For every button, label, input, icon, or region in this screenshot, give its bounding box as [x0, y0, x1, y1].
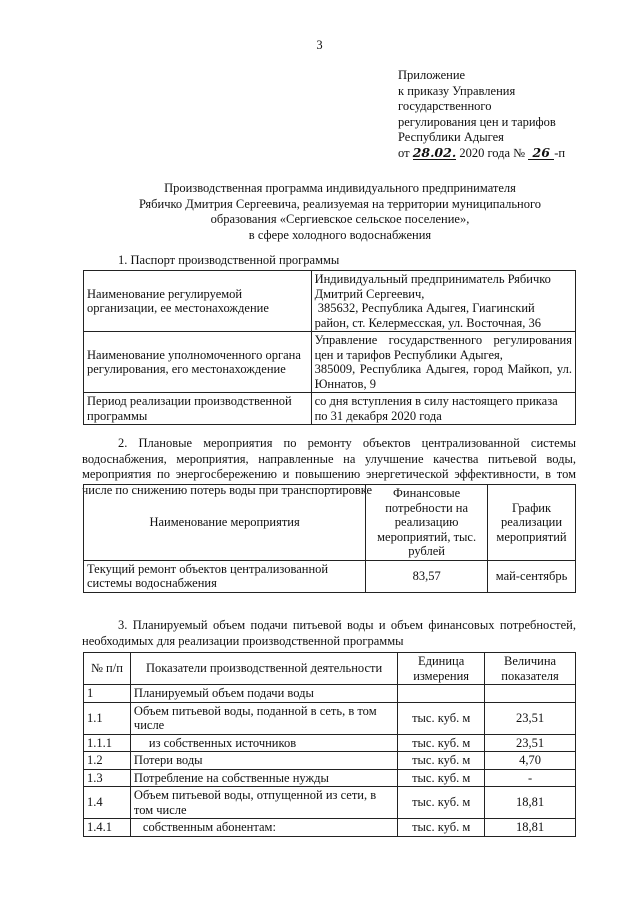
- row-indicator: Объем питьевой воды, поданной в сеть, в том числе: [130, 702, 397, 734]
- passport-value: [311, 393, 575, 425]
- passport-value-line: Управление государственного регулирования цен и тарифов Республики Адыгея,: [314, 333, 572, 362]
- row-indicator: из собственных источников: [130, 734, 397, 752]
- row-number: 1.1.1: [84, 734, 131, 752]
- handwritten-date: 28.02.: [412, 144, 457, 160]
- column-header: № п/п: [84, 653, 131, 685]
- number-suffix: -п: [554, 145, 566, 160]
- row-unit: тыс. куб. м: [398, 734, 485, 752]
- table-row: [84, 787, 576, 819]
- row-value: 23,51: [485, 734, 576, 752]
- row-number: 1.4.1: [84, 819, 131, 837]
- section3-heading: 3. Планируемый объем подачи питьевой воды и объем финансовых потребностей, необходимых для реализации производственной программы: [82, 618, 576, 648]
- row-indicator: Объем питьевой воды, отпущенной из сети, в том числе: [130, 787, 397, 819]
- table-row: [84, 734, 576, 752]
- date-prefix: от: [398, 145, 410, 160]
- row-value: 23,51: [485, 702, 576, 734]
- title-line: образования «Сергиевское сельское поселение»,: [210, 212, 470, 226]
- passport-value-line: 385009, Республика Адыгея, город Майкоп, ул. Юннатов, 9: [314, 362, 572, 391]
- table-row: [84, 702, 576, 734]
- date-middle: 2020 года №: [459, 145, 526, 160]
- appendix-line: регулирования цен и тарифов: [398, 114, 556, 129]
- measures-table: [83, 484, 576, 593]
- table-row: [84, 560, 576, 592]
- table-row: [84, 393, 576, 425]
- row-value: -: [485, 769, 576, 787]
- passport-label: Наименование уполномоченного органа регулирования, его местонахождение: [84, 332, 312, 393]
- column-header: График реализации мероприятий: [488, 485, 576, 561]
- table-header-row: [84, 485, 576, 561]
- table-row: [84, 271, 576, 332]
- row-unit: тыс. куб. м: [398, 787, 485, 819]
- document-title: [80, 181, 600, 243]
- row-unit: тыс. куб. м: [398, 702, 485, 734]
- row-number: 1.3: [84, 769, 131, 787]
- table-row: [84, 769, 576, 787]
- row-unit: тыс. куб. м: [398, 769, 485, 787]
- table-row: [84, 752, 576, 770]
- passport-table: [83, 270, 576, 425]
- handwritten-number: 26: [528, 146, 554, 160]
- row-unit: тыс. куб. м: [398, 752, 485, 770]
- section1-heading: 1. Паспорт производственной программы: [118, 253, 340, 267]
- column-header: Единица измерения: [398, 653, 485, 685]
- row-value: 18,81: [485, 819, 576, 837]
- appendix-line: государственного: [398, 99, 492, 113]
- row-number: 1.1: [84, 702, 131, 734]
- table-row: [84, 685, 576, 703]
- row-indicator: Потребление на собственные нужды: [130, 769, 397, 787]
- row-value: [485, 685, 576, 703]
- passport-label: Период реализации производственной программы: [84, 393, 312, 425]
- passport-value-line: Индивидуальный предприниматель Рябичко Дмитрий Сергеевич,: [314, 272, 551, 301]
- appendix-line: к приказу Управления: [398, 83, 516, 98]
- row-value: 18,81: [485, 787, 576, 819]
- appendix-date-line: [398, 146, 618, 162]
- column-header: Величина показателя: [485, 653, 576, 685]
- row-number: 1: [84, 685, 131, 703]
- row-indicator: собственным абонентам:: [130, 819, 397, 837]
- row-unit: [398, 685, 485, 703]
- section2-heading: 2. Плановые мероприятия по ремонту объектов централизованной системы водоснабжения, мероприятия, направленные на улучшение качества питьевой воды, мероприятия по энергосбережению и повышению энергетической эффективности, в том числе по снижению потерь воды при транспортировке: [82, 436, 576, 497]
- row-number: 1.2: [84, 752, 131, 770]
- table-row: [84, 332, 576, 393]
- row-indicator: Потери воды: [130, 752, 397, 770]
- column-header: Наименование мероприятия: [84, 485, 366, 561]
- indicators-table: [83, 652, 576, 837]
- table-header-row: [84, 653, 576, 685]
- appendix-line: Республики Адыгея: [398, 130, 504, 144]
- measure-name: Текущий ремонт объектов централизованной системы водоснабжения: [84, 560, 366, 592]
- row-number: 1.4: [84, 787, 131, 819]
- table-row: [84, 819, 576, 837]
- passport-value: [311, 332, 575, 393]
- row-unit: тыс. куб. м: [398, 819, 485, 837]
- title-line: Рябичко Дмитрия Сергеевича, реализуемая на территории муниципального: [138, 196, 542, 211]
- passport-value-line: со дня вступления в силу настоящего приказа по 31 декабря 2020 года: [314, 394, 558, 423]
- column-header: Показатели производственной деятельности: [130, 653, 397, 685]
- appendix-block: [398, 68, 618, 161]
- title-line: Производственная программа индивидуального предпринимателя: [164, 181, 516, 195]
- measure-amount: 83,57: [366, 560, 488, 592]
- title-line: в сфере холодного водоснабжения: [248, 227, 432, 242]
- column-header: Финансовые потребности на реализацию мероприятий, тыс. рублей: [366, 485, 488, 561]
- row-indicator: Планируемый объем подачи воды: [130, 685, 397, 703]
- measure-schedule: май-сентябрь: [488, 560, 576, 592]
- passport-value-line: 385632, Республика Адыгея, Гиагинский район, ст. Келермесская, ул. Восточная, 36: [314, 301, 541, 330]
- passport-value: [311, 271, 575, 332]
- row-value: 4,70: [485, 752, 576, 770]
- passport-label: Наименование регулируемой организации, ее местонахождение: [84, 271, 312, 332]
- page-number: 3: [316, 38, 323, 52]
- appendix-line: Приложение: [398, 68, 466, 82]
